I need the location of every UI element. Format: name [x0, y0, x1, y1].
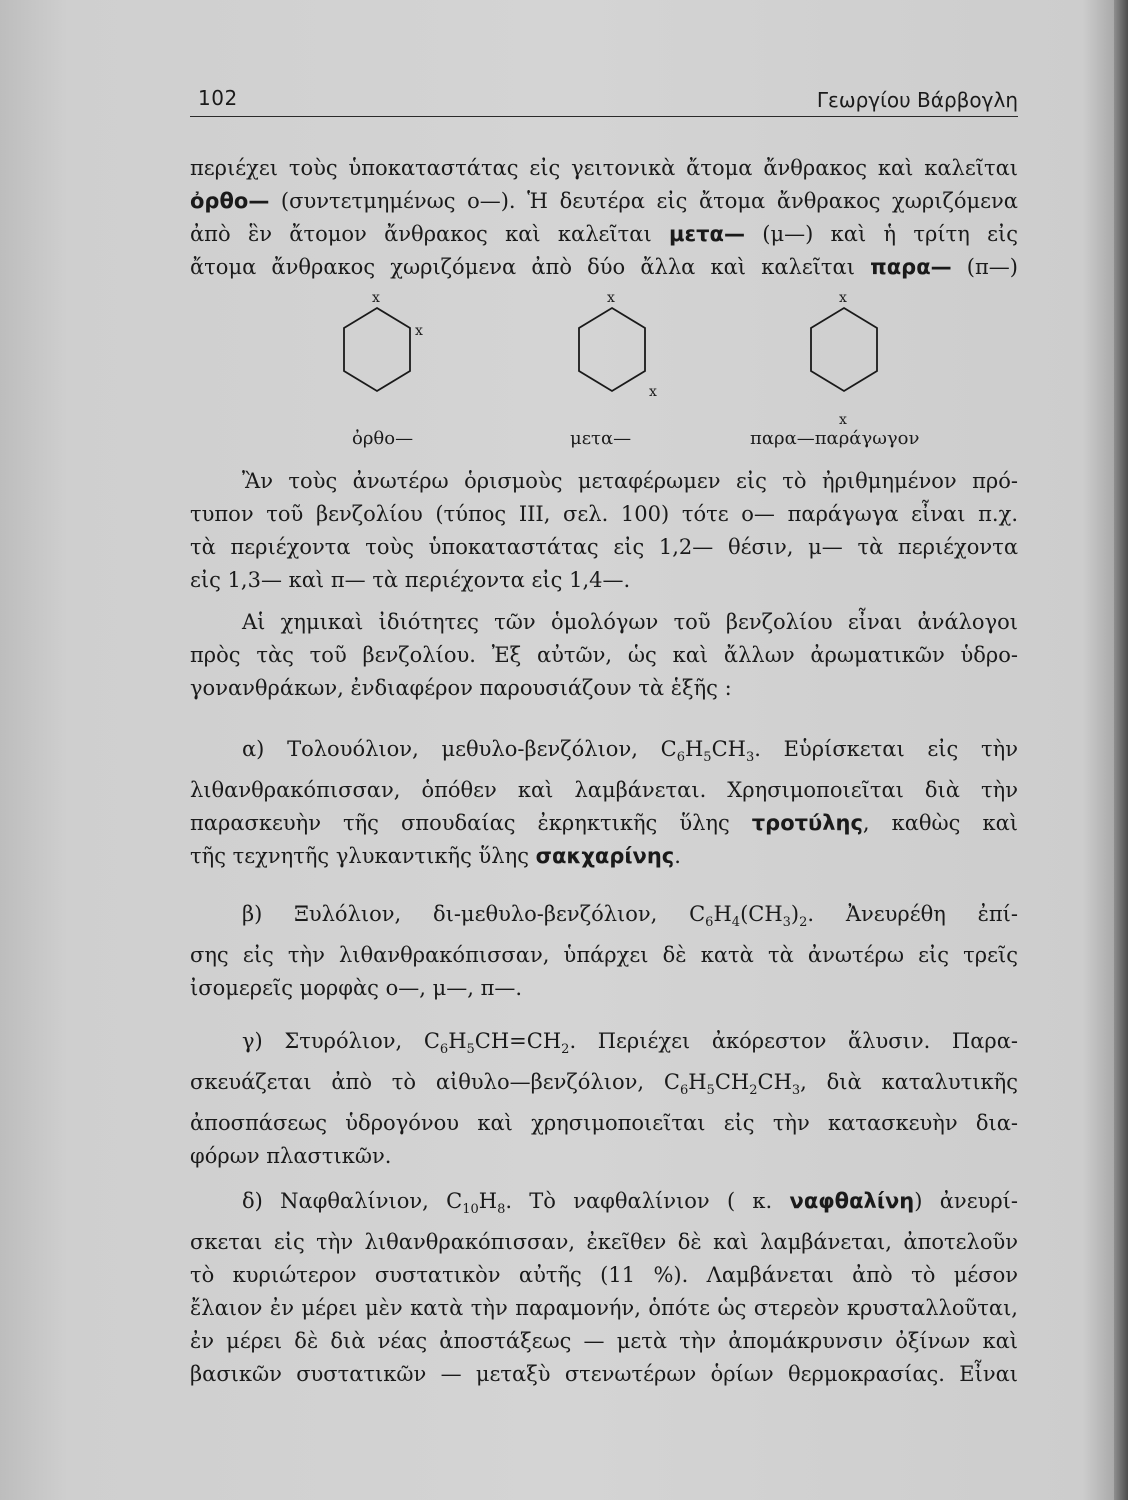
text-line	[190, 733, 1018, 774]
subscript: 6	[676, 750, 685, 766]
running-head: Γεωργίου Βάρβογλη	[816, 88, 1018, 112]
subscript: 10	[462, 1202, 479, 1218]
caption-para: παρα—παράγωγον	[750, 428, 920, 449]
term-para: παρα—	[870, 255, 952, 279]
text-span: ) ἀνευρί-	[914, 1189, 1019, 1213]
text-span: CH	[711, 737, 746, 761]
text-line: γονανθράκων, ἐνδιαφέρον παρουσιάζουν τὰ ἑξῆς :	[190, 676, 732, 700]
text-span: .	[674, 844, 681, 869]
text-line	[190, 840, 1018, 873]
text-line: σης εἰς τὴν λιθανθρακόπισσαν, ὑπάρχει δὲ κατὰ τὰ ἀνωτέρω εἰς τρεῖς	[190, 943, 1018, 968]
text-span: ἄτομα ἄνθρακος χωριζόμενα ἀπὸ δύο ἄλλα καὶ καλεῖται	[190, 255, 871, 279]
subscript: 5	[703, 750, 712, 766]
text-span: ἀπὸ ἓν ἄτομον ἄνθρακος καὶ καλεῖται	[190, 222, 669, 246]
subscript: 6	[679, 1083, 689, 1099]
subscript: 4	[731, 915, 741, 931]
text-line: εἰς 1,3— καὶ π— τὰ περιέχοντα εἰς 1,4—.	[190, 568, 631, 592]
para-hexagon	[811, 308, 877, 391]
text-line: τὰ περιέχοντα τοὺς ὑποκαταστάτας εἰς 1,2— θέσιν, μ— τὰ περιέχοντα	[190, 535, 1018, 559]
text-span: δ) Ναφθαλίνιον, C	[242, 1189, 463, 1213]
item-toluene	[190, 733, 1018, 873]
subscript: 6	[439, 1042, 449, 1058]
text-line	[190, 807, 1018, 840]
ortho-hexagon	[344, 308, 410, 391]
item-styrene	[190, 1025, 1018, 1173]
text-span: H	[688, 1070, 707, 1095]
text-line: ἰσομερεῖς μορφὰς ο—, μ—, π—.	[190, 976, 523, 1001]
subscript: 3	[782, 915, 791, 931]
text-span: (μ—) καὶ ἡ τρίτη εἰς	[744, 222, 1018, 246]
text-span: CH	[714, 1070, 750, 1095]
text-span: H	[448, 1029, 467, 1053]
text-span: . Τὸ ναφθαλίνιον ( κ.	[505, 1189, 790, 1213]
text-span: α) Τολουόλιον, μεθυλο-βενζόλιον, C	[242, 737, 677, 761]
text-line: ἔλαιον ἐν μέρει μὲν κατὰ τὴν παραμονήν, ὁπότε ὡς στερεὸν κρυσταλλοῦται,	[190, 1296, 1018, 1321]
paragraph-numbering	[190, 465, 1018, 597]
text-span: (π—)	[951, 255, 1018, 279]
term-ortho: ὀρθο—	[190, 189, 270, 213]
text-span: , διὰ καταλυτικῆς	[800, 1070, 1018, 1095]
text-span: . Περιέχει ἀκόρεστον ἅλυσιν. Παρα-	[569, 1029, 1018, 1053]
term-saccharin: σακχαρίνης	[535, 844, 675, 869]
subscript: 5	[466, 1042, 475, 1058]
subscript: 5	[706, 1083, 715, 1099]
text-line	[190, 185, 1018, 218]
subscript: 2	[799, 915, 808, 931]
text-line	[190, 1185, 1018, 1226]
text-span: , καθὼς καὶ	[862, 811, 1018, 836]
text-line: Αἱ χημικαὶ ἰδιότητες τῶν ὁμολόγων τοῦ βενζολίου εἶναι ἀνάλογοι	[242, 610, 1018, 634]
page-edge-shadow	[1114, 0, 1128, 1500]
text-line: φόρων πλαστικῶν.	[190, 1144, 392, 1169]
meta-hexagon	[579, 308, 645, 391]
ortho-x-side: x	[415, 323, 423, 339]
item-xylene	[190, 898, 1018, 1005]
meta-x-side: x	[649, 384, 657, 400]
subscript: 8	[497, 1202, 506, 1218]
text-span: παρασκευὴν τῆς σπουδαίας ἐκρηκτικῆς ὕλης	[190, 811, 752, 836]
text-line: περιέχει τοὺς ὑποκαταστάτας εἰς γειτονικὰ ἄτομα ἄνθρακος καὶ καλεῖται	[190, 156, 1018, 180]
term-trotyl: τροτύλης	[751, 811, 863, 836]
para-x-bottom: x	[839, 412, 847, 428]
text-line	[190, 251, 1018, 284]
term-naphthaline: ναφθαλίνη	[789, 1189, 915, 1213]
text-span: H	[684, 737, 704, 761]
text-line: βασικῶν συστατικῶν — μεταξὺ στενωτέρων ὁρίων θερμοκρασίας. Εἶναι	[190, 1362, 1018, 1387]
text-line: Ἂν τοὺς ἀνωτέρω ὁρισμοὺς μεταφέρωμεν εἰς τὸ ἠριθμημένον πρό-	[242, 469, 1018, 493]
text-span: H	[478, 1189, 498, 1213]
text-line: ἀποσπάσεως ὑδρογόνου καὶ χρησιμοποιεῖται εἰς τὴν κατασκευὴν δια-	[190, 1111, 1018, 1136]
meta-x-top: x	[607, 290, 615, 306]
hexagons-svg	[300, 288, 940, 428]
para-x-top: x	[839, 290, 847, 306]
text-span: . Ἀνευρέθη ἐπί-	[807, 902, 1019, 926]
subscript: 2	[749, 1083, 758, 1099]
text-span: σκευάζεται ἀπὸ τὸ αἰθυλο—βενζόλιον, C	[190, 1070, 680, 1095]
page-header	[190, 82, 1018, 117]
paragraph-properties	[190, 606, 1018, 705]
item-naphthalene	[190, 1185, 1018, 1391]
term-meta: μετα—	[669, 222, 745, 246]
text-span: CH=CH	[474, 1029, 562, 1053]
text-line: λιθανθρακόπισσαν, ὁπόθεν καὶ λαμβάνεται. Χρησιμοποιεῖται διὰ τὴν	[190, 778, 1018, 803]
text-span: CH	[757, 1070, 792, 1095]
text-line: τυπον τοῦ βενζολίου (τύπος III, σελ. 100) τότε ο— παράγωγα εἶναι π.χ.	[190, 502, 1018, 526]
text-line	[190, 898, 1018, 939]
text-span: β) Ξυλόλιον, δι-μεθυλο-βενζόλιον, C	[242, 902, 706, 926]
text-span: (συντετμημένως ο—). Ἡ δευτέρα εἰς ἄτομα ἄνθρακος χωριζόμενα	[269, 189, 1018, 213]
caption-meta: μετα—	[570, 428, 632, 449]
text-span: τῆς τεχνητῆς γλυκαντικῆς ὕλης	[190, 844, 536, 869]
text-line	[190, 1025, 1018, 1066]
subscript: 6	[705, 915, 714, 931]
subscript: 3	[791, 1083, 801, 1099]
text-line	[190, 218, 1018, 251]
page-number: 102	[198, 86, 238, 110]
text-line: πρὸς τὰς τοῦ βενζολίου. Ἐξ αὐτῶν, ὡς καὶ ἄλλων ἀρωματικῶν ὑδρο-	[190, 643, 1018, 667]
text-line: σκεται εἰς τὴν λιθανθρακόπισσαν, ἐκεῖθεν δὲ καὶ λαμβάνεται, ἀποτελοῦν	[190, 1230, 1018, 1255]
text-span: γ) Στυρόλιον, C	[242, 1029, 440, 1053]
subscript: 3	[745, 750, 755, 766]
text-span: )	[790, 902, 800, 926]
ortho-x-top: x	[372, 290, 380, 306]
text-line: τὸ κυριώτερον συστατικὸν αὐτῆς (11 %). Λαμβάνεται ἀπὸ τὸ μέσον	[190, 1263, 1018, 1288]
text-line: ἐν μέρει δὲ διὰ νέας ἀποστάξεως — μετὰ τὴν ἀπομάκρυνσιν ὀξίνων καὶ	[190, 1329, 1018, 1354]
text-span: (CH	[740, 902, 783, 926]
text-span: H	[713, 902, 732, 926]
text-line	[190, 1066, 1018, 1107]
subscript: 2	[561, 1042, 570, 1058]
caption-ortho: ὀρθο—	[352, 428, 414, 449]
intro-paragraph	[190, 152, 1018, 284]
text-span: . Εὑρίσκεται εἰς τὴν	[754, 737, 1018, 761]
